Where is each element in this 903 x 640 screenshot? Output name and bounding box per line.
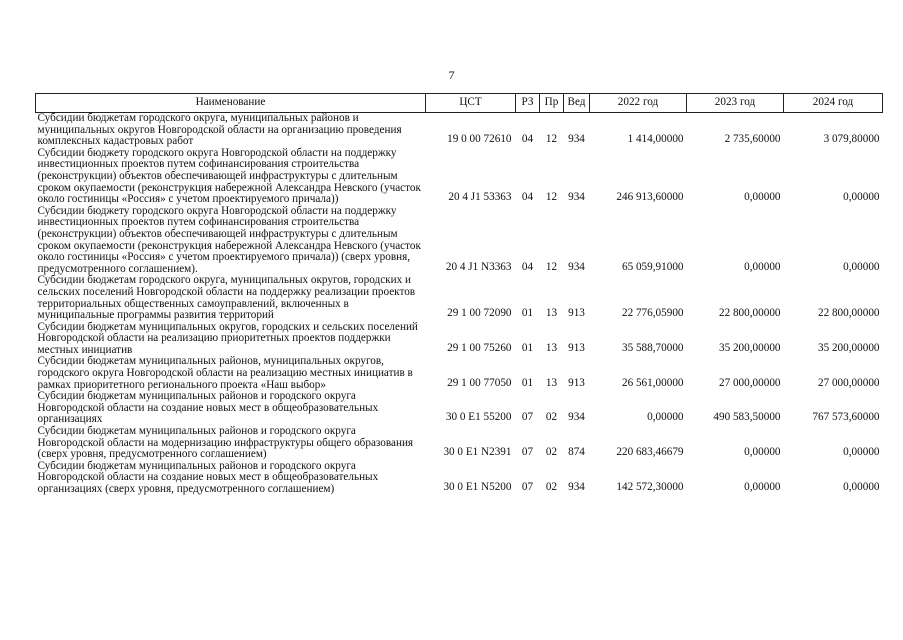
table-row	[36, 148, 883, 206]
table-row	[36, 322, 883, 357]
row-ved: 913	[568, 376, 585, 389]
table-header-row	[36, 94, 883, 113]
table-row	[36, 275, 883, 321]
row-rz: 07	[521, 446, 534, 459]
row-ved: 934	[568, 133, 585, 146]
row-name: Субсидии бюджету городского округа Новгородской области на поддержку инвестиционных проектов путем софинансирования строительства (реконструкции) объектов обеспечивающей инфраструктуры с длительным сроком окупаемости (реконструкция набережной Александра Невского (участок около гостиницы «Россия» с учетом проектируемого причала)) (сверх уровня, предусмотренного соглашением).	[37, 204, 421, 275]
row-name: Субсидии бюджетам муниципальных районов и городского округа Новгородской области на создание новых мест в общеобразовательных организациях (сверх уровня, предусмотренного соглашением)	[37, 459, 379, 495]
row-2024: 0,00000	[843, 481, 880, 493]
row-2023: 0,00000	[744, 260, 781, 273]
row-2022: 220 683,46679	[616, 446, 684, 459]
row-pr: 13	[545, 341, 558, 354]
header-2022: 2022 год	[590, 94, 687, 113]
row-ved: 934	[568, 260, 585, 273]
row-2024: 0,00000	[843, 191, 880, 204]
row-2023: 490 583,50000	[713, 411, 781, 424]
row-rz: 07	[521, 481, 534, 493]
row-rz: 04	[521, 133, 534, 146]
row-pr: 13	[545, 376, 558, 389]
row-cst: 29 1 00 77050	[447, 376, 512, 389]
row-2024: 3 079,80000	[823, 133, 880, 146]
row-rz: 04	[521, 260, 534, 273]
row-2023: 0,00000	[744, 481, 781, 493]
row-2022: 246 913,60000	[616, 191, 684, 204]
row-name: Субсидии бюджетам муниципальных округов, городских и сельских поселений Новгородской области на реализацию приоритетных проектов поддержки местных инициатив	[37, 320, 418, 356]
row-2022: 65 059,91000	[621, 260, 684, 273]
row-name: Субсидии бюджетам городского округа, муниципальных округов, городских и сельских поселений Новгородской области на поддержку реализации проектов территориальных общественных самоуправлений, включенных в муниципальные программы развития территорий	[37, 274, 416, 322]
row-rz: 01	[521, 307, 534, 320]
header-ved: Вед	[564, 94, 590, 113]
row-cst: 30 0 E1 N5200	[443, 481, 512, 493]
row-name: Субсидии бюджетам муниципальных районов и городского округа Новгородской области на создание новых мест в общеобразовательных организациях	[37, 390, 379, 426]
row-2022: 142 572,30000	[616, 481, 684, 493]
row-ved: 934	[568, 411, 585, 424]
header-cst: ЦСТ	[426, 94, 516, 113]
table-row	[36, 356, 883, 391]
row-name: Субсидии бюджетам муниципальных районов, муниципальных округов, городского округа Новгородской области на реализацию местных инициатив в рамках приоритетного регионального проекта «Наш выбор»	[37, 355, 413, 391]
row-pr: 12	[545, 191, 558, 204]
row-cst: 20 4 J1 N3363	[445, 260, 512, 273]
row-cst: 29 1 00 72090	[447, 307, 512, 320]
row-2023: 0,00000	[744, 191, 781, 204]
row-rz: 01	[521, 341, 534, 354]
table-row	[36, 426, 883, 461]
row-rz: 07	[521, 411, 534, 424]
row-2024: 0,00000	[843, 446, 880, 459]
header-2023: 2023 год	[687, 94, 784, 113]
row-2024: 767 573,60000	[812, 411, 880, 424]
row-cst: 30 0 E1 N2391	[443, 446, 512, 459]
row-2023: 27 000,00000	[718, 376, 781, 389]
row-2024: 22 800,00000	[817, 307, 880, 320]
table-row	[36, 461, 883, 496]
header-name: Наименование	[36, 94, 426, 113]
row-cst: 29 1 00 75260	[447, 341, 512, 354]
row-rz: 04	[521, 191, 534, 204]
table-row	[36, 391, 883, 426]
row-2024: 0,00000	[843, 260, 880, 273]
row-pr: 12	[545, 133, 558, 146]
header-2024: 2024 год	[784, 94, 883, 113]
row-cst: 20 4 J1 53363	[448, 191, 512, 204]
row-2022: 26 561,00000	[621, 376, 684, 389]
header-rz: РЗ	[516, 94, 540, 113]
row-2022: 0,00000	[647, 411, 684, 424]
budget-table	[35, 93, 883, 496]
row-name: Субсидии бюджетам муниципальных районов и городского округа Новгородской области на модернизацию инфраструктуры общего образования (сверх уровня, предусмотренного соглашением)	[37, 425, 414, 461]
row-ved: 913	[568, 307, 585, 320]
row-pr: 12	[545, 260, 558, 273]
row-2023: 0,00000	[744, 446, 781, 459]
table-row	[36, 206, 883, 276]
row-pr: 02	[545, 481, 558, 493]
row-ved: 934	[568, 191, 585, 204]
row-2023: 35 200,00000	[718, 341, 781, 354]
row-2023: 22 800,00000	[718, 307, 781, 320]
row-2024: 35 200,00000	[817, 341, 880, 354]
row-cst: 19 0 00 72610	[447, 133, 512, 146]
row-ved: 874	[568, 446, 585, 459]
row-cst: 30 0 E1 55200	[445, 411, 512, 424]
row-2022: 22 776,05900	[621, 307, 684, 320]
row-pr: 02	[545, 446, 558, 459]
row-ved: 934	[568, 481, 585, 493]
row-2022: 1 414,00000	[627, 133, 684, 146]
row-rz: 01	[521, 376, 534, 389]
table-row	[36, 113, 883, 148]
row-name: Субсидии бюджету городского округа Новгородской области на поддержку инвестиционных проектов путем софинансирования строительства (реконструкции) объектов обеспечивающей инфраструктуры с длительным сроком окупаемости (реконструкция набережной Александра Невского (участок около гостиницы «Россия» с учетом проектируемого причала))	[37, 146, 421, 206]
row-pr: 13	[545, 307, 558, 320]
page-number: 7	[448, 68, 455, 82]
header-pr: Пр	[540, 94, 564, 113]
row-2022: 35 588,70000	[621, 341, 684, 354]
row-2024: 27 000,00000	[817, 376, 880, 389]
row-name: Субсидии бюджетам городского округа, муниципальных районов и муниципальных округов Новгородской области на организацию проведения комплексных кадастровых работ	[37, 112, 402, 148]
row-ved: 913	[568, 341, 585, 354]
row-pr: 02	[545, 411, 558, 424]
row-2023: 2 735,60000	[724, 133, 781, 146]
